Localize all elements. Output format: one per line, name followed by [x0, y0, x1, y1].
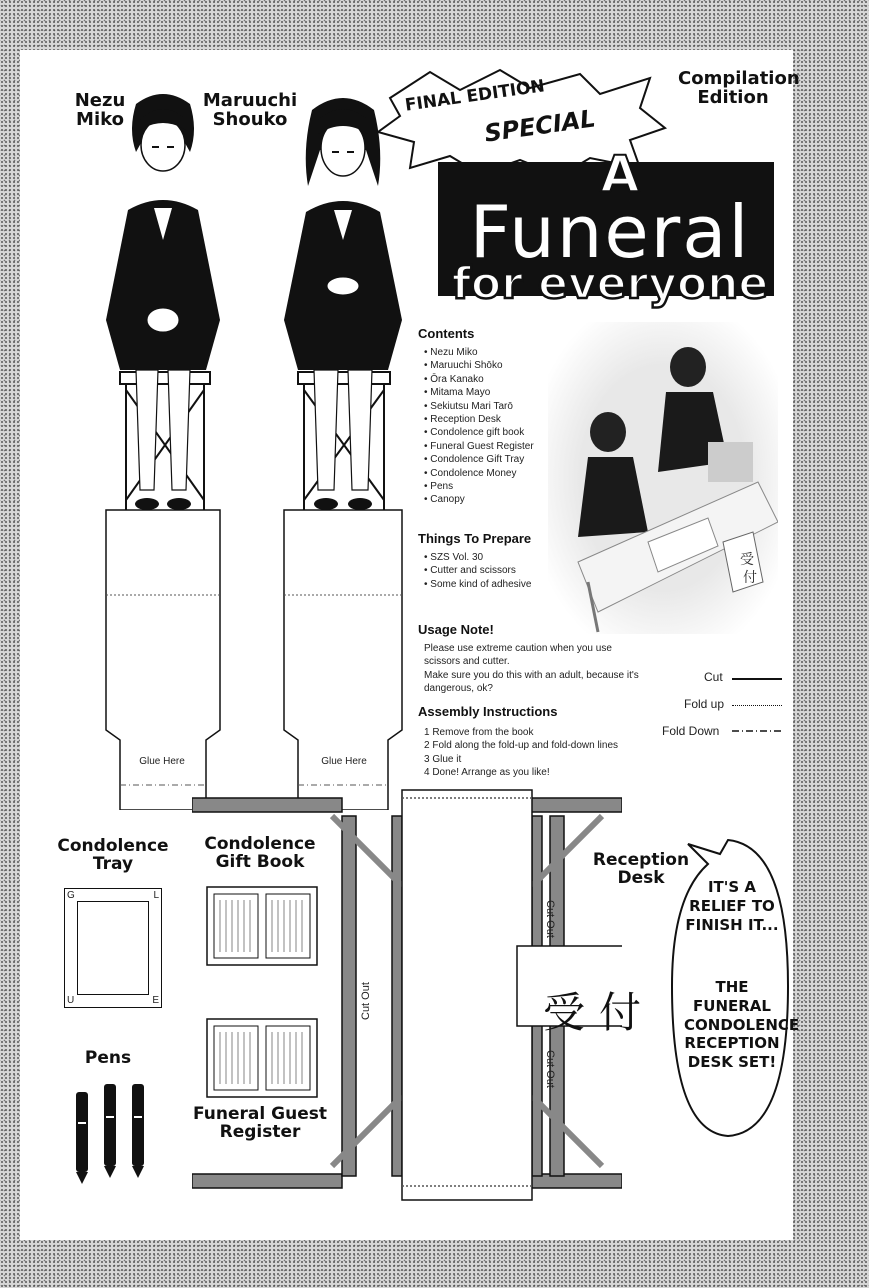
manga-page [20, 50, 800, 1240]
tray-letter-e: E [152, 995, 159, 1006]
tray-letter-g: G [67, 890, 75, 901]
list-item: • Funeral Guest Register [424, 440, 604, 453]
svg-text:受: 受 [740, 551, 754, 567]
cut-out-label-1: Cut Out [544, 900, 556, 938]
character-name-shouko: Maruuchi Shouko [202, 90, 298, 130]
condolence-tray-title: Condolence Tray [57, 836, 169, 874]
tray-letter-u: U [67, 995, 75, 1006]
list-item: • Sekiutsu Mari Tarō [424, 400, 604, 413]
usage-title: Usage Note! [418, 622, 494, 637]
list-item: • Pens [424, 480, 604, 493]
cut-out-label-3: Cut Out [544, 1050, 556, 1088]
tray-letter-l: L [153, 890, 159, 901]
svg-text:付: 付 [743, 569, 757, 585]
list-item: • Mitama Mayo [424, 386, 604, 399]
assembly-step: 4 Done! Arrange as you like! [424, 767, 550, 779]
glue-label-miko: Glue Here [139, 756, 185, 767]
reception-sign-text: 受付 [542, 988, 655, 1037]
list-item: • Maruuchi Shōko [424, 359, 604, 372]
legend-fold-down-label: Fold Down [662, 724, 720, 738]
condolence-gift-book-cutout [206, 886, 318, 966]
title-for-everyone: for everyone [451, 258, 769, 309]
burst-special: SPECIAL [482, 104, 598, 148]
prepare-list [424, 551, 584, 591]
legend-cut-line [732, 678, 782, 680]
character-miko-illustration [98, 90, 228, 810]
legend-fold-up-label: Fold up [684, 697, 725, 711]
condolence-tray-cutout [64, 888, 162, 1008]
prepare-title: Things To Prepare [418, 531, 532, 546]
list-item: • SZS Vol. 30 [424, 551, 584, 564]
assembly-step: 3 Glue it [424, 753, 462, 765]
legend-fold-up-line [732, 705, 782, 706]
list-item: • Some kind of adhesive [424, 578, 584, 591]
burst-final-edition: FINAL EDITION [403, 76, 546, 116]
assembly-title: Assembly Instructions [418, 704, 558, 719]
funeral-guest-register-cutout [206, 1018, 318, 1098]
list-item: • Condolence gift book [424, 426, 604, 439]
compilation-edition: Compilation Edition [678, 68, 800, 108]
assembly-step: 1 Remove from the book [424, 727, 534, 738]
title-funeral: Funeral [469, 190, 751, 274]
bubble-text-2: THE FUNERAL CONDOLENCE RECEPTION DESK SET! [684, 978, 800, 1071]
assembly-step: 2 Fold along the fold-up and fold-down lines [424, 740, 619, 752]
contents-title: Contents [418, 326, 475, 341]
list-item: • Condolence Gift Tray [424, 453, 604, 466]
cut-out-label-2: Cut Out [360, 982, 372, 1020]
list-item: • Canopy [424, 493, 604, 506]
pens-title: Pens [84, 1048, 132, 1068]
condolence-gift-book-title: Condolence Gift Book [204, 834, 316, 872]
list-item: • Reception Desk [424, 413, 604, 426]
list-item: • Condolence Money [424, 467, 604, 480]
bubble-text-1: IT'S A RELIEF TO FINISH IT... [685, 878, 779, 934]
pens-illustration [72, 1082, 152, 1186]
character-shouko-illustration [278, 90, 408, 810]
assembly-steps [424, 726, 618, 780]
character-name-miko: Nezu Miko [74, 90, 126, 130]
legend-fold-down-line [732, 728, 784, 734]
glue-label-shouko: Glue Here [321, 756, 367, 767]
list-item: • Cutter and scissors [424, 564, 584, 577]
title-a: A [600, 145, 640, 203]
list-item: • Nezu Miko [424, 346, 604, 359]
usage-text: Please use extreme caution when you use scissors and cutter. Make sure you do this with an adult, because it's dangerous, ok? [424, 643, 639, 695]
list-item: • Ōra Kanako [424, 373, 604, 386]
funeral-guest-register-title: Funeral Guest Register [193, 1104, 327, 1142]
reception-desk-title: Reception Desk [592, 850, 690, 888]
legend-cut-label: Cut [704, 670, 723, 684]
